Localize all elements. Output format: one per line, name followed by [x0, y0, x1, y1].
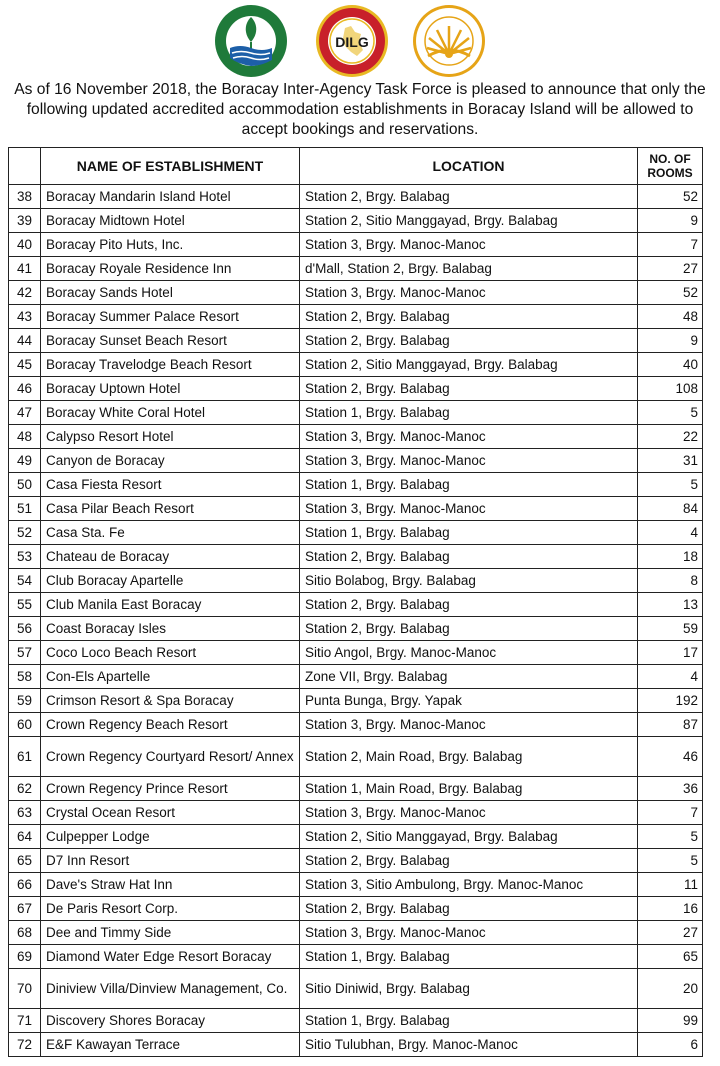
establishment-name: D7 Inn Resort — [41, 849, 300, 873]
table-row — [9, 617, 703, 641]
table-row — [9, 737, 703, 777]
room-count: 13 — [638, 593, 703, 617]
establishment-name: Boracay Summer Palace Resort — [41, 305, 300, 329]
establishment-name: Diamond Water Edge Resort Boracay — [41, 945, 300, 969]
row-number: 71 — [9, 1009, 41, 1033]
establishment-name: Dee and Timmy Side — [41, 921, 300, 945]
table-row — [9, 969, 703, 1009]
establishment-location: Station 1, Brgy. Balabag — [300, 473, 638, 497]
denr-seal-icon — [214, 4, 288, 78]
header-rooms-line1: NO. OF — [649, 152, 691, 166]
row-number: 69 — [9, 945, 41, 969]
room-count: 7 — [638, 801, 703, 825]
room-count: 36 — [638, 777, 703, 801]
row-number: 46 — [9, 377, 41, 401]
row-number: 42 — [9, 281, 41, 305]
table-row — [9, 473, 703, 497]
establishment-name: Casa Pilar Beach Resort — [41, 497, 300, 521]
announcement-text: As of 16 November 2018, the Boracay Inter-Agency Task Force is pleased to announce that only the following updated accredited accommodation establishments in Boracay Island will be allowed to accept bookings and reservations. — [14, 81, 706, 138]
table-header-row — [9, 148, 703, 185]
establishment-location: Station 2, Brgy. Balabag — [300, 897, 638, 921]
row-number: 44 — [9, 329, 41, 353]
establishment-location: Station 3, Brgy. Manoc-Manoc — [300, 233, 638, 257]
establishment-location: Station 2, Sitio Manggayad, Brgy. Balabag — [300, 209, 638, 233]
row-number: 72 — [9, 1033, 41, 1057]
room-count: 52 — [638, 281, 703, 305]
table-row — [9, 897, 703, 921]
establishment-location: Station 1, Brgy. Balabag — [300, 521, 638, 545]
establishment-location: Sitio Bolabog, Brgy. Balabag — [300, 569, 638, 593]
table-row — [9, 257, 703, 281]
room-count: 9 — [638, 209, 703, 233]
table-row — [9, 569, 703, 593]
row-number: 52 — [9, 521, 41, 545]
establishment-name: Calypso Resort Hotel — [41, 425, 300, 449]
establishment-location: Station 1, Main Road, Brgy. Balabag — [300, 777, 638, 801]
room-count: 5 — [638, 825, 703, 849]
room-count: 27 — [638, 257, 703, 281]
row-number: 68 — [9, 921, 41, 945]
establishment-location: Station 2, Sitio Manggayad, Brgy. Balabag — [300, 353, 638, 377]
establishment-name: Club Boracay Apartelle — [41, 569, 300, 593]
establishment-name: Discovery Shores Boracay — [41, 1009, 300, 1033]
row-number: 62 — [9, 777, 41, 801]
header-rooms-line2: ROOMS — [647, 166, 693, 180]
room-count: 6 — [638, 1033, 703, 1057]
room-count: 4 — [638, 665, 703, 689]
establishment-name: Boracay Mandarin Island Hotel — [41, 185, 300, 209]
establishment-location: Station 3, Brgy. Manoc-Manoc — [300, 449, 638, 473]
establishment-location: Station 1, Brgy. Balabag — [300, 1009, 638, 1033]
establishment-location: Sitio Diniwid, Brgy. Balabag — [300, 969, 638, 1009]
table-row — [9, 401, 703, 425]
room-count: 11 — [638, 873, 703, 897]
svg-text:DILG: DILG — [335, 34, 369, 50]
establishment-name: Boracay White Coral Hotel — [41, 401, 300, 425]
row-number: 57 — [9, 641, 41, 665]
room-count: 40 — [638, 353, 703, 377]
establishment-location: Station 3, Brgy. Manoc-Manoc — [300, 425, 638, 449]
table-row — [9, 377, 703, 401]
establishment-location: Sitio Angol, Brgy. Manoc-Manoc — [300, 641, 638, 665]
establishment-location: Station 2, Brgy. Balabag — [300, 185, 638, 209]
room-count: 5 — [638, 401, 703, 425]
room-count: 5 — [638, 849, 703, 873]
row-number: 41 — [9, 257, 41, 281]
row-number: 53 — [9, 545, 41, 569]
establishment-location: Zone VII, Brgy. Balabag — [300, 665, 638, 689]
room-count: 4 — [638, 521, 703, 545]
table-row — [9, 209, 703, 233]
establishment-name: Boracay Pito Huts, Inc. — [41, 233, 300, 257]
establishment-location: Station 3, Brgy. Manoc-Manoc — [300, 497, 638, 521]
row-number: 55 — [9, 593, 41, 617]
table-row — [9, 521, 703, 545]
room-count: 52 — [638, 185, 703, 209]
establishment-location: Punta Bunga, Brgy. Yapak — [300, 689, 638, 713]
establishment-location: Station 3, Sitio Ambulong, Brgy. Manoc-Manoc — [300, 873, 638, 897]
establishment-location: Station 2, Brgy. Balabag — [300, 545, 638, 569]
table-row — [9, 233, 703, 257]
establishment-name: De Paris Resort Corp. — [41, 897, 300, 921]
row-number: 45 — [9, 353, 41, 377]
table-row — [9, 425, 703, 449]
room-count: 16 — [638, 897, 703, 921]
row-number: 47 — [9, 401, 41, 425]
room-count: 84 — [638, 497, 703, 521]
table-row — [9, 185, 703, 209]
table-row — [9, 593, 703, 617]
table-row — [9, 945, 703, 969]
establishment-location: Station 3, Brgy. Manoc-Manoc — [300, 281, 638, 305]
table-row — [9, 665, 703, 689]
establishment-name: Crimson Resort & Spa Boracay — [41, 689, 300, 713]
table-row — [9, 921, 703, 945]
table-row — [9, 873, 703, 897]
establishment-name: Coco Loco Beach Resort — [41, 641, 300, 665]
row-number: 64 — [9, 825, 41, 849]
room-count: 108 — [638, 377, 703, 401]
row-number: 40 — [9, 233, 41, 257]
row-number: 49 — [9, 449, 41, 473]
room-count: 46 — [638, 737, 703, 777]
establishment-name: Boracay Sands Hotel — [41, 281, 300, 305]
establishments-table — [8, 147, 703, 1057]
establishment-location: Station 2, Brgy. Balabag — [300, 593, 638, 617]
room-count: 22 — [638, 425, 703, 449]
establishment-location: Station 3, Brgy. Manoc-Manoc — [300, 713, 638, 737]
room-count: 9 — [638, 329, 703, 353]
row-number: 70 — [9, 969, 41, 1009]
table-row — [9, 449, 703, 473]
establishment-name: Crown Regency Beach Resort — [41, 713, 300, 737]
establishment-name: Boracay Travelodge Beach Resort — [41, 353, 300, 377]
room-count: 87 — [638, 713, 703, 737]
row-number: 66 — [9, 873, 41, 897]
table-row — [9, 305, 703, 329]
room-count: 8 — [638, 569, 703, 593]
row-number: 48 — [9, 425, 41, 449]
establishment-location: Station 3, Brgy. Manoc-Manoc — [300, 921, 638, 945]
establishment-name: Crown Regency Prince Resort — [41, 777, 300, 801]
establishment-name: Dave's Straw Hat Inn — [41, 873, 300, 897]
establishment-location: Station 2, Brgy. Balabag — [300, 849, 638, 873]
row-number: 59 — [9, 689, 41, 713]
table-row — [9, 713, 703, 737]
dilg-seal-icon — [315, 4, 389, 78]
table-row — [9, 689, 703, 713]
row-number: 50 — [9, 473, 41, 497]
table-row — [9, 497, 703, 521]
row-number: 67 — [9, 897, 41, 921]
establishment-location: Station 2, Brgy. Balabag — [300, 377, 638, 401]
table-row — [9, 545, 703, 569]
room-count: 5 — [638, 473, 703, 497]
room-count: 7 — [638, 233, 703, 257]
row-number: 51 — [9, 497, 41, 521]
room-count: 18 — [638, 545, 703, 569]
table-row — [9, 825, 703, 849]
room-count: 31 — [638, 449, 703, 473]
establishment-location: Station 1, Brgy. Balabag — [300, 401, 638, 425]
header-location: LOCATION — [300, 148, 638, 185]
table-row — [9, 281, 703, 305]
establishment-location: Sitio Tulubhan, Brgy. Manoc-Manoc — [300, 1033, 638, 1057]
establishment-name: Coast Boracay Isles — [41, 617, 300, 641]
header-name: NAME OF ESTABLISHMENT — [41, 148, 300, 185]
room-count: 65 — [638, 945, 703, 969]
table-row — [9, 329, 703, 353]
table-row — [9, 1009, 703, 1033]
room-count: 192 — [638, 689, 703, 713]
row-number: 65 — [9, 849, 41, 873]
room-count: 99 — [638, 1009, 703, 1033]
row-number: 58 — [9, 665, 41, 689]
establishment-location: Station 1, Brgy. Balabag — [300, 945, 638, 969]
row-number: 60 — [9, 713, 41, 737]
establishment-name: Canyon de Boracay — [41, 449, 300, 473]
establishment-name: Club Manila East Boracay — [41, 593, 300, 617]
row-number: 39 — [9, 209, 41, 233]
row-number: 38 — [9, 185, 41, 209]
table-row — [9, 777, 703, 801]
establishment-location: d'Mall, Station 2, Brgy. Balabag — [300, 257, 638, 281]
row-number: 56 — [9, 617, 41, 641]
table-row — [9, 353, 703, 377]
establishment-location: Station 3, Brgy. Manoc-Manoc — [300, 801, 638, 825]
establishment-name: Con-Els Apartelle — [41, 665, 300, 689]
establishment-location: Station 2, Main Road, Brgy. Balabag — [300, 737, 638, 777]
header-number — [9, 148, 41, 185]
establishment-name: Chateau de Boracay — [41, 545, 300, 569]
row-number: 63 — [9, 801, 41, 825]
establishment-name: E&F Kawayan Terrace — [41, 1033, 300, 1057]
establishment-name: Crystal Ocean Resort — [41, 801, 300, 825]
table-row — [9, 801, 703, 825]
table-row — [9, 1033, 703, 1057]
room-count: 27 — [638, 921, 703, 945]
row-number: 43 — [9, 305, 41, 329]
establishment-location: Station 2, Brgy. Balabag — [300, 329, 638, 353]
establishment-location: Station 2, Sitio Manggayad, Brgy. Balabag — [300, 825, 638, 849]
row-number: 54 — [9, 569, 41, 593]
room-count: 20 — [638, 969, 703, 1009]
row-number: 61 — [9, 737, 41, 777]
establishment-name: Boracay Uptown Hotel — [41, 377, 300, 401]
table-row — [9, 641, 703, 665]
room-count: 48 — [638, 305, 703, 329]
establishment-name: Crown Regency Courtyard Resort/ Annex — [41, 737, 300, 777]
establishment-name: Casa Fiesta Resort — [41, 473, 300, 497]
logo-row — [0, 0, 720, 80]
establishment-name: Boracay Midtown Hotel — [41, 209, 300, 233]
establishment-name: Boracay Sunset Beach Resort — [41, 329, 300, 353]
establishment-name: Boracay Royale Residence Inn — [41, 257, 300, 281]
room-count: 59 — [638, 617, 703, 641]
establishment-name: Culpepper Lodge — [41, 825, 300, 849]
dot-seal-icon — [412, 4, 486, 78]
room-count: 17 — [638, 641, 703, 665]
table-row — [9, 849, 703, 873]
header-rooms — [638, 148, 703, 185]
establishment-name: Casa Sta. Fe — [41, 521, 300, 545]
establishment-name: Diniview Villa/Dinview Management, Co. — [41, 969, 300, 1009]
establishment-location: Station 2, Brgy. Balabag — [300, 617, 638, 641]
establishment-location: Station 2, Brgy. Balabag — [300, 305, 638, 329]
